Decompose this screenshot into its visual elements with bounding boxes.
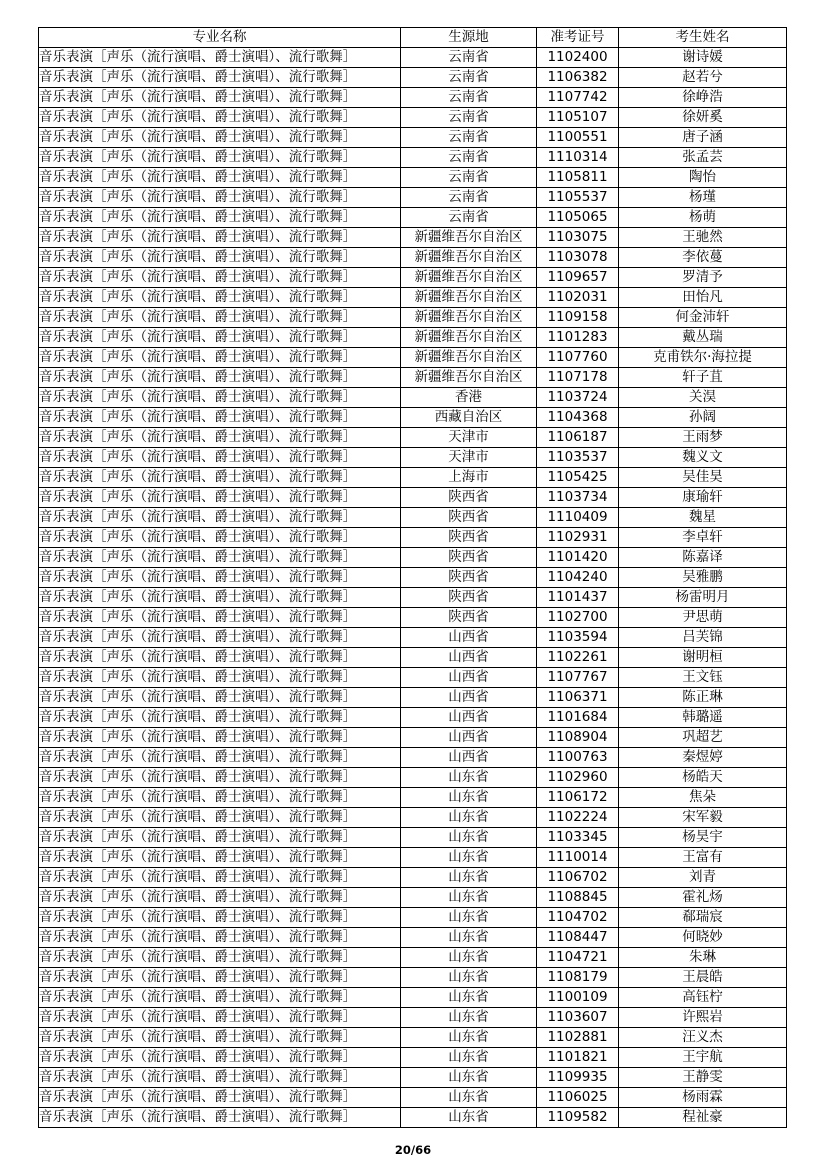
major-cell: 音乐表演［声乐（流行演唱、爵士演唱）、流行歌舞］ (39, 908, 401, 928)
major-cell: 音乐表演［声乐（流行演唱、爵士演唱）、流行歌舞］ (39, 468, 401, 488)
student-name-cell: 宋军毅 (619, 808, 787, 828)
student-name-cell: 秦煜婷 (619, 748, 787, 768)
origin-cell: 山东省 (401, 768, 537, 788)
table-row (39, 688, 787, 708)
major-cell: 音乐表演［声乐（流行演唱、爵士演唱）、流行歌舞］ (39, 948, 401, 968)
origin-cell: 山东省 (401, 788, 537, 808)
major-cell: 音乐表演［声乐（流行演唱、爵士演唱）、流行歌舞］ (39, 448, 401, 468)
origin-cell: 新疆维吾尔自治区 (401, 288, 537, 308)
exam-id-cell: 1102881 (537, 1028, 619, 1048)
origin-cell: 陕西省 (401, 488, 537, 508)
origin-cell: 云南省 (401, 88, 537, 108)
origin-cell: 山东省 (401, 908, 537, 928)
exam-id-cell: 1103075 (537, 228, 619, 248)
exam-id-cell: 1105425 (537, 468, 619, 488)
student-name-cell: 巩超艺 (619, 728, 787, 748)
origin-cell: 天津市 (401, 448, 537, 468)
origin-cell: 云南省 (401, 128, 537, 148)
student-name-cell: 高钰柠 (619, 988, 787, 1008)
student-name-cell: 陈正琳 (619, 688, 787, 708)
major-cell: 音乐表演［声乐（流行演唱、爵士演唱）、流行歌舞］ (39, 488, 401, 508)
table-body (39, 48, 787, 1128)
student-name-cell: 吴雅鹏 (619, 568, 787, 588)
student-name-cell: 吕芙锦 (619, 628, 787, 648)
exam-id-cell: 1107178 (537, 368, 619, 388)
table-row (39, 348, 787, 368)
student-name-cell: 杨雷明月 (619, 588, 787, 608)
exam-id-cell: 1100763 (537, 748, 619, 768)
origin-cell: 山西省 (401, 728, 537, 748)
student-name-cell: 焦朵 (619, 788, 787, 808)
origin-cell: 陕西省 (401, 568, 537, 588)
table-row (39, 928, 787, 948)
table-row (39, 188, 787, 208)
major-cell: 音乐表演［声乐（流行演唱、爵士演唱）、流行歌舞］ (39, 88, 401, 108)
table-row (39, 728, 787, 748)
table-row (39, 968, 787, 988)
exam-id-cell: 1108845 (537, 888, 619, 908)
student-name-cell: 陈嘉译 (619, 548, 787, 568)
student-name-cell: 王雨梦 (619, 428, 787, 448)
exam-id-cell: 1102700 (537, 608, 619, 628)
header-row (39, 28, 787, 48)
table-row (39, 1028, 787, 1048)
table-row (39, 448, 787, 468)
exam-id-cell: 1101821 (537, 1048, 619, 1068)
student-name-cell: 戴丛瑞 (619, 328, 787, 348)
major-cell: 音乐表演［声乐（流行演唱、爵士演唱）、流行歌舞］ (39, 588, 401, 608)
exam-id-cell: 1109935 (537, 1068, 619, 1088)
student-name-cell: 谢诗媛 (619, 48, 787, 68)
major-cell: 音乐表演［声乐（流行演唱、爵士演唱）、流行歌舞］ (39, 748, 401, 768)
origin-cell: 山东省 (401, 868, 537, 888)
exam-id-cell: 1109657 (537, 268, 619, 288)
origin-cell: 陕西省 (401, 548, 537, 568)
major-cell: 音乐表演［声乐（流行演唱、爵士演唱）、流行歌舞］ (39, 668, 401, 688)
student-name-cell: 杨雨霖 (619, 1088, 787, 1108)
table-row (39, 1088, 787, 1108)
origin-cell: 陕西省 (401, 508, 537, 528)
exam-id-cell: 1103078 (537, 248, 619, 268)
origin-cell: 山东省 (401, 828, 537, 848)
table-row (39, 668, 787, 688)
origin-cell: 西藏自治区 (401, 408, 537, 428)
exam-id-cell: 1102224 (537, 808, 619, 828)
major-cell: 音乐表演［声乐（流行演唱、爵士演唱）、流行歌舞］ (39, 1028, 401, 1048)
student-name-cell: 魏星 (619, 508, 787, 528)
table-row (39, 308, 787, 328)
origin-cell: 山东省 (401, 1008, 537, 1028)
major-cell: 音乐表演［声乐（流行演唱、爵士演唱）、流行歌舞］ (39, 388, 401, 408)
exam-id-cell: 1102960 (537, 768, 619, 788)
origin-cell: 新疆维吾尔自治区 (401, 328, 537, 348)
exam-id-cell: 1108179 (537, 968, 619, 988)
exam-id-cell: 1101420 (537, 548, 619, 568)
student-name-cell: 轩子苴 (619, 368, 787, 388)
exam-id-cell: 1101684 (537, 708, 619, 728)
origin-cell: 新疆维吾尔自治区 (401, 368, 537, 388)
exam-id-cell: 1103607 (537, 1008, 619, 1028)
table-row (39, 608, 787, 628)
origin-cell: 山东省 (401, 888, 537, 908)
origin-cell: 山东省 (401, 1088, 537, 1108)
student-name-cell: 赵若兮 (619, 68, 787, 88)
major-cell: 音乐表演［声乐（流行演唱、爵士演唱）、流行歌舞］ (39, 568, 401, 588)
origin-cell: 山西省 (401, 648, 537, 668)
major-cell: 音乐表演［声乐（流行演唱、爵士演唱）、流行歌舞］ (39, 628, 401, 648)
exam-id-cell: 1105107 (537, 108, 619, 128)
major-cell: 音乐表演［声乐（流行演唱、爵士演唱）、流行歌舞］ (39, 988, 401, 1008)
major-cell: 音乐表演［声乐（流行演唱、爵士演唱）、流行歌舞］ (39, 768, 401, 788)
student-roster-table (38, 27, 787, 1128)
major-cell: 音乐表演［声乐（流行演唱、爵士演唱）、流行歌舞］ (39, 868, 401, 888)
table-row (39, 568, 787, 588)
major-cell: 音乐表演［声乐（流行演唱、爵士演唱）、流行歌舞］ (39, 188, 401, 208)
exam-id-cell: 1108904 (537, 728, 619, 748)
table-row (39, 368, 787, 388)
exam-id-cell: 1106702 (537, 868, 619, 888)
table-row (39, 508, 787, 528)
table-row (39, 948, 787, 968)
table-row (39, 428, 787, 448)
exam-id-cell: 1106172 (537, 788, 619, 808)
table-row (39, 788, 787, 808)
origin-cell: 新疆维吾尔自治区 (401, 248, 537, 268)
student-name-cell: 汪义杰 (619, 1028, 787, 1048)
origin-cell: 陕西省 (401, 608, 537, 628)
table-row (39, 588, 787, 608)
origin-cell: 山东省 (401, 1048, 537, 1068)
table-row (39, 768, 787, 788)
exam-id-cell: 1105811 (537, 168, 619, 188)
major-cell: 音乐表演［声乐（流行演唱、爵士演唱）、流行歌舞］ (39, 68, 401, 88)
origin-cell: 山西省 (401, 668, 537, 688)
table-row (39, 1108, 787, 1128)
origin-cell: 山西省 (401, 688, 537, 708)
student-name-cell: 杨萌 (619, 208, 787, 228)
table-row (39, 1008, 787, 1028)
student-name-cell: 王文钰 (619, 668, 787, 688)
major-cell: 音乐表演［声乐（流行演唱、爵士演唱）、流行歌舞］ (39, 428, 401, 448)
origin-cell: 陕西省 (401, 588, 537, 608)
student-name-cell: 王晨皓 (619, 968, 787, 988)
student-name-cell: 康瑜轩 (619, 488, 787, 508)
origin-cell: 新疆维吾尔自治区 (401, 348, 537, 368)
major-cell: 音乐表演［声乐（流行演唱、爵士演唱）、流行歌舞］ (39, 288, 401, 308)
table-row (39, 388, 787, 408)
origin-cell: 云南省 (401, 148, 537, 168)
exam-id-cell: 1104721 (537, 948, 619, 968)
major-cell: 音乐表演［声乐（流行演唱、爵士演唱）、流行歌舞］ (39, 848, 401, 868)
table-row (39, 48, 787, 68)
major-cell: 音乐表演［声乐（流行演唱、爵士演唱）、流行歌舞］ (39, 548, 401, 568)
origin-cell: 新疆维吾尔自治区 (401, 308, 537, 328)
major-cell: 音乐表演［声乐（流行演唱、爵士演唱）、流行歌舞］ (39, 708, 401, 728)
table-row (39, 748, 787, 768)
student-name-cell: 谢明桓 (619, 648, 787, 668)
exam-id-cell: 1107767 (537, 668, 619, 688)
table-row (39, 848, 787, 868)
table-row (39, 468, 787, 488)
major-cell: 音乐表演［声乐（流行演唱、爵士演唱）、流行歌舞］ (39, 368, 401, 388)
student-name-cell: 徐峥浩 (619, 88, 787, 108)
major-cell: 音乐表演［声乐（流行演唱、爵士演唱）、流行歌舞］ (39, 108, 401, 128)
major-cell: 音乐表演［声乐（流行演唱、爵士演唱）、流行歌舞］ (39, 268, 401, 288)
exam-id-cell: 1102261 (537, 648, 619, 668)
major-cell: 音乐表演［声乐（流行演唱、爵士演唱）、流行歌舞］ (39, 688, 401, 708)
major-cell: 音乐表演［声乐（流行演唱、爵士演唱）、流行歌舞］ (39, 728, 401, 748)
exam-id-cell: 1103537 (537, 448, 619, 468)
header-origin: 生源地 (401, 28, 537, 48)
exam-id-cell: 1106371 (537, 688, 619, 708)
student-name-cell: 霍礼炀 (619, 888, 787, 908)
major-cell: 音乐表演［声乐（流行演唱、爵士演唱）、流行歌舞］ (39, 208, 401, 228)
table-header (39, 28, 787, 48)
table-row (39, 808, 787, 828)
page-number: 20/66 (394, 1143, 432, 1157)
exam-id-cell: 1105065 (537, 208, 619, 228)
exam-id-cell: 1106025 (537, 1088, 619, 1108)
table-row (39, 208, 787, 228)
student-name-cell: 罗清予 (619, 268, 787, 288)
table-row (39, 88, 787, 108)
student-name-cell: 韩璐遥 (619, 708, 787, 728)
origin-cell: 山东省 (401, 948, 537, 968)
exam-id-cell: 1110014 (537, 848, 619, 868)
origin-cell: 山东省 (401, 928, 537, 948)
major-cell: 音乐表演［声乐（流行演唱、爵士演唱）、流行歌舞］ (39, 1048, 401, 1068)
exam-id-cell: 1106187 (537, 428, 619, 448)
table-row (39, 708, 787, 728)
exam-id-cell: 1110314 (537, 148, 619, 168)
origin-cell: 云南省 (401, 188, 537, 208)
header-exam-id: 准考证号 (537, 28, 619, 48)
exam-id-cell: 1101437 (537, 588, 619, 608)
table-row (39, 68, 787, 88)
origin-cell: 山东省 (401, 1108, 537, 1128)
major-cell: 音乐表演［声乐（流行演唱、爵士演唱）、流行歌舞］ (39, 828, 401, 848)
major-cell: 音乐表演［声乐（流行演唱、爵士演唱）、流行歌舞］ (39, 1008, 401, 1028)
student-name-cell: 尹思萌 (619, 608, 787, 628)
exam-id-cell: 1102400 (537, 48, 619, 68)
exam-id-cell: 1100551 (537, 128, 619, 148)
major-cell: 音乐表演［声乐（流行演唱、爵士演唱）、流行歌舞］ (39, 1088, 401, 1108)
exam-id-cell: 1107742 (537, 88, 619, 108)
student-name-cell: 唐子涵 (619, 128, 787, 148)
table-row (39, 148, 787, 168)
exam-id-cell: 1105537 (537, 188, 619, 208)
table-row (39, 488, 787, 508)
student-name-cell: 何金沛轩 (619, 308, 787, 328)
major-cell: 音乐表演［声乐（流行演唱、爵士演唱）、流行歌舞］ (39, 1108, 401, 1128)
student-name-cell: 李依蔓 (619, 248, 787, 268)
table-row (39, 168, 787, 188)
table-row (39, 868, 787, 888)
table-row (39, 908, 787, 928)
origin-cell: 山东省 (401, 988, 537, 1008)
exam-id-cell: 1102031 (537, 288, 619, 308)
major-cell: 音乐表演［声乐（流行演唱、爵士演唱）、流行歌舞］ (39, 308, 401, 328)
origin-cell: 山西省 (401, 708, 537, 728)
student-name-cell: 陶怡 (619, 168, 787, 188)
exam-id-cell: 1103734 (537, 488, 619, 508)
student-name-cell: 程祉豪 (619, 1108, 787, 1128)
major-cell: 音乐表演［声乐（流行演唱、爵士演唱）、流行歌舞］ (39, 928, 401, 948)
major-cell: 音乐表演［声乐（流行演唱、爵士演唱）、流行歌舞］ (39, 168, 401, 188)
exam-id-cell: 1107760 (537, 348, 619, 368)
origin-cell: 山西省 (401, 748, 537, 768)
major-cell: 音乐表演［声乐（流行演唱、爵士演唱）、流行歌舞］ (39, 328, 401, 348)
exam-id-cell: 1103594 (537, 628, 619, 648)
exam-id-cell: 1101283 (537, 328, 619, 348)
student-name-cell: 杨瑾 (619, 188, 787, 208)
table-row (39, 888, 787, 908)
exam-id-cell: 1103345 (537, 828, 619, 848)
table-row (39, 248, 787, 268)
table-row (39, 408, 787, 428)
student-name-cell: 徐妍奚 (619, 108, 787, 128)
major-cell: 音乐表演［声乐（流行演唱、爵士演唱）、流行歌舞］ (39, 968, 401, 988)
exam-id-cell: 1110409 (537, 508, 619, 528)
major-cell: 音乐表演［声乐（流行演唱、爵士演唱）、流行歌舞］ (39, 608, 401, 628)
origin-cell: 云南省 (401, 108, 537, 128)
exam-id-cell: 1109582 (537, 1108, 619, 1128)
origin-cell: 新疆维吾尔自治区 (401, 228, 537, 248)
origin-cell: 山东省 (401, 808, 537, 828)
student-name-cell: 王驰然 (619, 228, 787, 248)
origin-cell: 山东省 (401, 1028, 537, 1048)
exam-id-cell: 1102931 (537, 528, 619, 548)
major-cell: 音乐表演［声乐（流行演唱、爵士演唱）、流行歌舞］ (39, 128, 401, 148)
student-name-cell: 杨皓天 (619, 768, 787, 788)
exam-id-cell: 1104240 (537, 568, 619, 588)
origin-cell: 天津市 (401, 428, 537, 448)
major-cell: 音乐表演［声乐（流行演唱、爵士演唱）、流行歌舞］ (39, 228, 401, 248)
major-cell: 音乐表演［声乐（流行演唱、爵士演唱）、流行歌舞］ (39, 48, 401, 68)
major-cell: 音乐表演［声乐（流行演唱、爵士演唱）、流行歌舞］ (39, 408, 401, 428)
table-row (39, 528, 787, 548)
exam-id-cell: 1108447 (537, 928, 619, 948)
origin-cell: 陕西省 (401, 528, 537, 548)
exam-id-cell: 1104368 (537, 408, 619, 428)
student-name-cell: 克甫铁尔·海拉提 (619, 348, 787, 368)
origin-cell: 新疆维吾尔自治区 (401, 268, 537, 288)
origin-cell: 云南省 (401, 208, 537, 228)
student-name-cell: 郗瑞宸 (619, 908, 787, 928)
origin-cell: 云南省 (401, 68, 537, 88)
student-name-cell: 刘青 (619, 868, 787, 888)
exam-id-cell: 1104702 (537, 908, 619, 928)
origin-cell: 山东省 (401, 968, 537, 988)
student-name-cell: 关淏 (619, 388, 787, 408)
exam-id-cell: 1109158 (537, 308, 619, 328)
table-row (39, 1048, 787, 1068)
table-row (39, 1068, 787, 1088)
student-name-cell: 许熙岩 (619, 1008, 787, 1028)
student-name-cell: 朱琳 (619, 948, 787, 968)
origin-cell: 山东省 (401, 848, 537, 868)
major-cell: 音乐表演［声乐（流行演唱、爵士演唱）、流行歌舞］ (39, 808, 401, 828)
student-name-cell: 王静雯 (619, 1068, 787, 1088)
origin-cell: 上海市 (401, 468, 537, 488)
student-name-cell: 吴佳昊 (619, 468, 787, 488)
origin-cell: 香港 (401, 388, 537, 408)
table-row (39, 288, 787, 308)
origin-cell: 山东省 (401, 1068, 537, 1088)
student-name-cell: 王富有 (619, 848, 787, 868)
table-row (39, 128, 787, 148)
major-cell: 音乐表演［声乐（流行演唱、爵士演唱）、流行歌舞］ (39, 528, 401, 548)
origin-cell: 云南省 (401, 48, 537, 68)
student-name-cell: 孙阔 (619, 408, 787, 428)
table-row (39, 328, 787, 348)
major-cell: 音乐表演［声乐（流行演唱、爵士演唱）、流行歌舞］ (39, 888, 401, 908)
exam-id-cell: 1103724 (537, 388, 619, 408)
origin-cell: 云南省 (401, 168, 537, 188)
student-name-cell: 何晓妙 (619, 928, 787, 948)
major-cell: 音乐表演［声乐（流行演唱、爵士演唱）、流行歌舞］ (39, 348, 401, 368)
table-row (39, 268, 787, 288)
major-cell: 音乐表演［声乐（流行演唱、爵士演唱）、流行歌舞］ (39, 248, 401, 268)
table-row (39, 988, 787, 1008)
student-name-cell: 杨昊宇 (619, 828, 787, 848)
header-major: 专业名称 (39, 28, 401, 48)
table-row (39, 648, 787, 668)
header-student-name: 考生姓名 (619, 28, 787, 48)
exam-id-cell: 1100109 (537, 988, 619, 1008)
major-cell: 音乐表演［声乐（流行演唱、爵士演唱）、流行歌舞］ (39, 788, 401, 808)
major-cell: 音乐表演［声乐（流行演唱、爵士演唱）、流行歌舞］ (39, 148, 401, 168)
student-name-cell: 王宇航 (619, 1048, 787, 1068)
table-row (39, 228, 787, 248)
table-row (39, 548, 787, 568)
major-cell: 音乐表演［声乐（流行演唱、爵士演唱）、流行歌舞］ (39, 508, 401, 528)
major-cell: 音乐表演［声乐（流行演唱、爵士演唱）、流行歌舞］ (39, 1068, 401, 1088)
student-name-cell: 魏义文 (619, 448, 787, 468)
table-row (39, 108, 787, 128)
student-name-cell: 张孟芸 (619, 148, 787, 168)
exam-id-cell: 1106382 (537, 68, 619, 88)
student-name-cell: 李卓轩 (619, 528, 787, 548)
origin-cell: 山西省 (401, 628, 537, 648)
table-row (39, 628, 787, 648)
major-cell: 音乐表演［声乐（流行演唱、爵士演唱）、流行歌舞］ (39, 648, 401, 668)
table-row (39, 828, 787, 848)
student-name-cell: 田怡凡 (619, 288, 787, 308)
